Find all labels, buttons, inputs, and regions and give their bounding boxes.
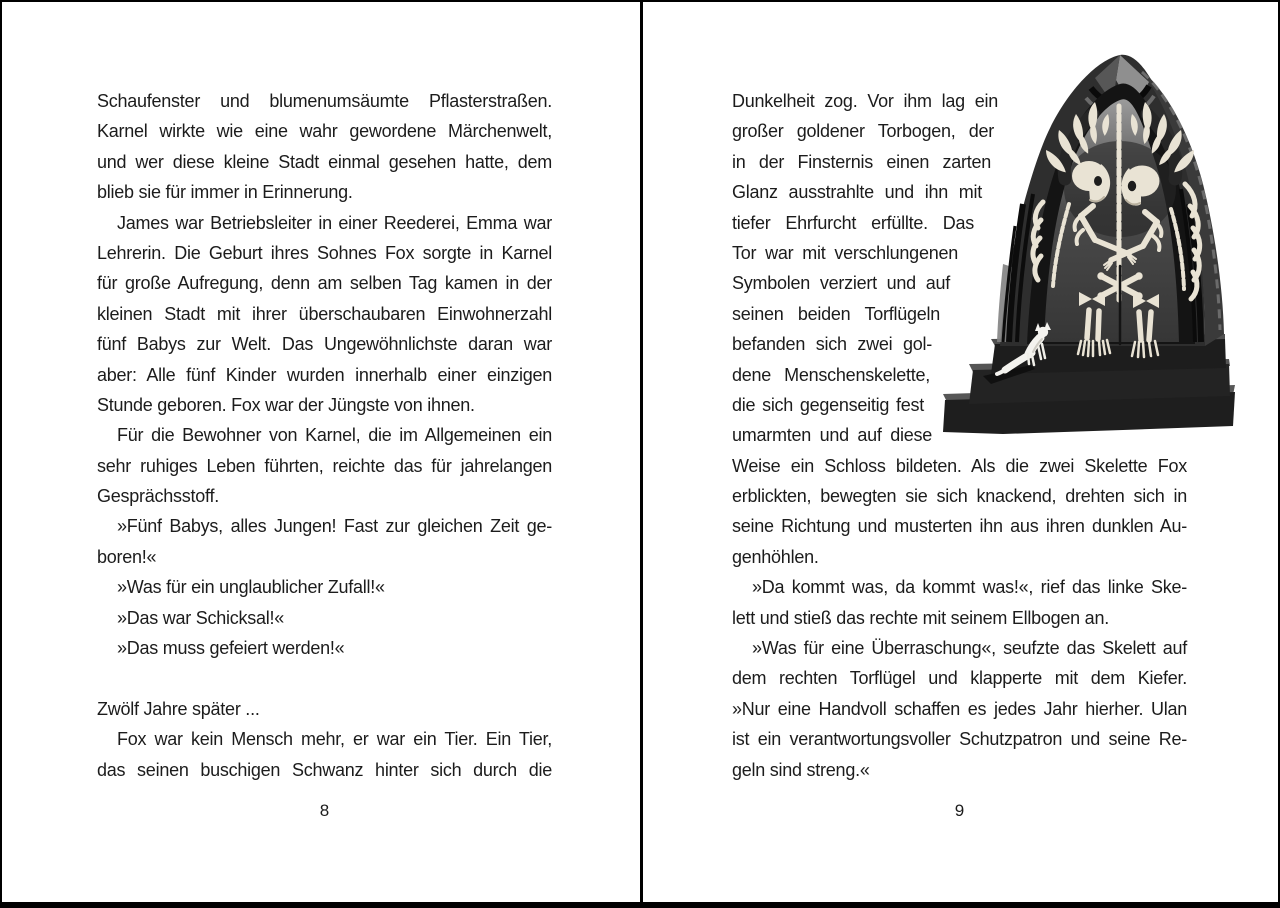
text-line: seinen beiden Torflügeln: [732, 303, 940, 324]
text-line: geln sind streng.«: [732, 759, 870, 780]
text-line: fünf Babys zur Welt. Das Ungewöhnlichste daran war: [97, 334, 552, 355]
text-line: erblickten, bewegten sie sich knackend, drehten sich in: [732, 486, 1187, 507]
text-line: Fox war kein Mensch mehr, er war ein Tier. Ein Tier,: [117, 729, 552, 750]
text-line: »Fünf Babys, alles Jungen! Fast zur gleichen Zeit ge-: [117, 516, 552, 537]
left-page-text: [97, 86, 552, 785]
text-line: das seinen buschigen Schwanz hinter sich durch die: [97, 759, 552, 780]
text-line: großer goldener Torbogen, der: [732, 121, 994, 142]
text-line: kleinen Stadt mit ihrer überschaubaren Einwohnerzahl: [97, 303, 552, 324]
text-line: ist ein verantwortungsvoller Schutzpatron und seine Re-: [732, 729, 1187, 750]
gate-skeletons-illustration: [943, 54, 1243, 434]
text-line: umarmten und auf diese: [732, 425, 932, 446]
text-line: [97, 663, 552, 693]
text-line: Gesprächsstoff.: [97, 486, 219, 507]
text-line: dene Menschenskelette,: [732, 364, 930, 385]
text-line: dem rechten Torflügel und klapperte mit dem Kiefer.: [732, 668, 1187, 689]
text-line: Glanz ausstrahlte und ihn mit: [732, 182, 982, 203]
text-line: und wer diese kleine Stadt einmal gesehen hatte, dem: [97, 151, 552, 172]
text-line: »Da kommt was, da kommt was!«, rief das linke Ske-: [752, 577, 1187, 598]
page-gutter-divider: [640, 2, 643, 902]
text-line: »Nur eine Handvoll schaffen es jedes Jahr hierher. Ulan: [732, 698, 1187, 719]
text-line: »Das war Schicksal!«: [117, 607, 285, 628]
text-line: Symbolen verziert und auf: [732, 273, 950, 294]
text-line: befanden sich zwei gol-: [732, 334, 932, 355]
text-line: Karnel wirkte wie eine wahr gewordene Märchenwelt,: [97, 121, 552, 142]
text-line: Zwölf Jahre später ...: [97, 698, 260, 719]
text-line: aber: Alle fünf Kinder wurden innerhalb einer einzigen: [97, 364, 552, 385]
text-line: die sich gegenseitig fest: [732, 394, 924, 415]
text-line: sehr ruhiges Leben führten, reichte das für jahrelangen: [97, 455, 552, 476]
text-line: Tor war mit verschlungenen: [732, 242, 958, 263]
text-line: tiefer Ehrfurcht erfüllte. Das: [732, 212, 974, 233]
text-line: lett und stieß das rechte mit seinem Ellbogen an.: [732, 607, 1109, 628]
text-line: James war Betriebsleiter in einer Reederei, Emma war: [117, 212, 552, 233]
text-line: für große Aufregung, denn am selben Tag kamen in der: [97, 273, 552, 294]
text-line: blieb sie für immer in Erinnerung.: [97, 182, 353, 203]
text-line: Lehrerin. Die Geburt ihres Sohnes Fox sorgte in Karnel: [97, 242, 552, 263]
text-line: in der Finsternis einen zarten: [732, 151, 991, 172]
text-line: Dunkelheit zog. Vor ihm lag ein: [732, 91, 998, 111]
text-line: Schaufenster und blumenumsäumte Pflasterstraßen.: [97, 91, 552, 111]
text-line: Stunde geboren. Fox war der Jüngste von ihnen.: [97, 394, 475, 415]
text-line: »Was für ein unglaublicher Zufall!«: [117, 577, 385, 598]
text-line: seine Richtung und musterten ihn aus ihren dunklen Au-: [732, 516, 1187, 537]
text-line: genhöhlen.: [732, 546, 819, 567]
page-number-left: 8: [319, 801, 330, 820]
text-line: »Das muss gefeiert werden!«: [117, 638, 345, 659]
text-line: Für die Bewohner von Karnel, die im Allgemeinen ein: [117, 425, 552, 446]
page-number-right: 9: [954, 801, 965, 820]
text-line: Weise ein Schloss bildeten. Als die zwei Skelette Fox: [732, 455, 1187, 476]
text-line: »Was für eine Überraschung«, seufzte das Skelett auf: [752, 638, 1187, 659]
text-line: boren!«: [97, 546, 157, 567]
